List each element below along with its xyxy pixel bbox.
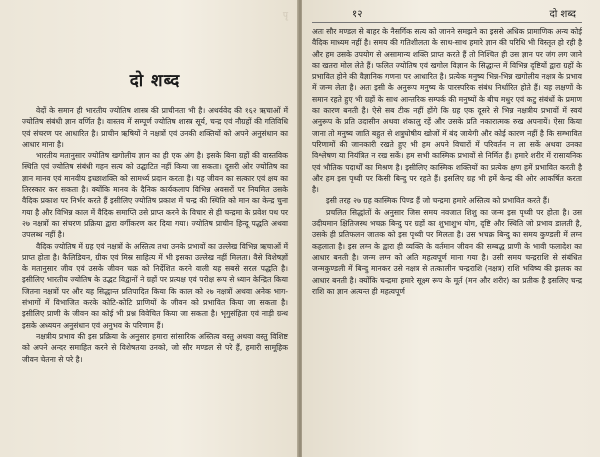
page-marker: पृ [282,11,288,21]
paragraph: वैदिक ज्योतिष में ग्रह एवं नक्षत्रों के अस्तित्व तथा उनके प्रभावों का उल्लेख विभिन्न ऋचाओं में प्राप्त होता है। कैलिडियन, ग्रीक एवं मिस्र साहित्य में भी इसका उल्लेख नहीं मिलता। वैसे विशेषज्ञों के मतानुसार जीव एवं उसके जीवन चक्र को निर्देशित करने वाली यह सबसे सरल पद्धति है। इसीलिए भारतीय ज्योतिष के उद्भट विद्वानों ने ग्रहों पर प्रत्यक्ष एवं परोक्ष रूप से ध्यान केन्द्रित किया जितना नक्षत्रों पर और यह सिद्धान्त प्रतिपादित किया कि काल को २७ नक्षत्रों अथवा अनेक भाग-संभागों में विभाजित करके कोटि-कोटि प्राणियों के जीवन को प्रभावित किया जा सकता है। इसीलिए प्राणी के जीवन का कोई भी प्रश्न विवेचित किया जा सकता है। भृगुसंहिता एवं नाड़ी ग्रन्थ इसके अध्ययन अनुसंधान एवं अनुभव के परिणाम हैं। [22,241,288,330]
section-heading: दो शब्द [129,71,181,91]
paragraph: नक्षत्रीय प्रभाव की इस प्रक्रिया के अनुसार हमारा सांसारिक अस्तित्व वस्तु अथवा वस्तु विशिष्ट को अपने अन्दर समाहित करने से विशेषतया उनको, जो सौर मण्डल से परे हैं, हमारी सामूहिक जीवन चेतना से परे है। [22,331,288,364]
paragraph: भारतीय मतानुसार ज्योतिष खगोलीय ज्ञान का ही एक अंग है। इसके बिना ग्रहों की वास्तविक स्थिति एवं ज्योतिष संबंधी गहन सत्य को उद्घाटित नहीं किया जा सकता। दूसरी ओर ज्योतिष का ज्ञान मानव एवं मानवीय इच्छाशक्ति को सामर्थ्य प्रदान करता है। यह जीवन का सत्कार एवं क्षय का तिरस्कार कर सकता है। क्योंकि मानव के दैनिक कार्यकलाप विभिन्न अवसरों पर नियमित उसके वैदिक प्रकाश पर निर्भर करते हैं इसीलिए ज्योतिष प्रकाश में चन्द्र की स्थिति को मान का केन्द्र चुना गया है और विभिन्न काल में वैदिक समाप्ति उसे प्राप्त करने के विचार से ही चन्द्रमा के प्रवेश पथ पर २७ नक्षत्रों का संचरण प्रक्रिया द्वारा वर्गीकरण कर दिया गया। ज्योतिष प्राचीन हिन्दू पद्धति अथवा उपलब्ध नहीं है। [22,151,288,240]
paragraph: इसी तरह २७ ग्रह कास्मिक पिण्ड हैं जो चन्द्रमा हमारे अस्तित्व को प्रभावित करते हैं। [326,196,550,206]
paragraph: अतः सौर मण्डल से बाहर के नैसर्गिक सत्य को जानने समझने का इससे अधिक प्रामाणिक अन्य कोई वैदिक माध्यम नहीं है। समय की गतिशीलता के साथ-साथ हमारे ज्ञान की परिधि भी विस्तृत हो रही है और हम उसके उपयोग से असामान्य शक्ति प्राप्त करते हैं तो निश्चित ही उस ज्ञान पर जंग लग जाने का खतरा मोल लेते हैं। फलित ज्योतिष एवं खगोल विज्ञान के सिद्धान्त में विभिन्न दृष्टियों द्वारा ग्रहों के प्रभावित होने की वैज्ञानिक गणना पर आधारित है। प्रत्येक मनुष्य भिन्न-भिन्न खगोलीय नक्षत्र के प्रभाव में जन्म लेता है। अतः इसी के अनुरूप मनुष्य के पारस्परिक संबंध निर्धारित होते हैं। यह लक्षणों के समान रहते हुए भी ग्रहों के साथ आन्तरिक सम्पर्क की मनुष्यों के बीच मधुर एवं कटु संबंधों के प्रमाण का कारण बनती है। ऐसे सब टीक नहीं होंगे कि ग्रह एक दूसरे से भिन्न नक्षत्रीय प्रभावों में स्वयं अनुरूप के प्रति उदासीन अथवा शंकालु रहें और उसके प्रति नकारात्मक रुख अपनायें। ऐसा किया जाना तो मनुष्य जाति बहुत से शत्रुघोषीय खोजों में बंद जायेगी और कोई कारण नहीं है कि सम्भावित परिणामों की जानकारी रखते हुए भी हम अपने विचारों में परिवर्तन न ला सकें अथवा उनका विश्लेषण या नियंत्रित न रख सकें। हम सभी कास्मिक प्रभावों से निर्मित हैं। हमारे शरीर में रासायनिक एवं भौतिक पदार्थों का मिश्रण है। इसीलिए कास्मिक शक्तियों का प्रत्येक क्षण हमें प्रभावित करती है और हम इस पृथ्वी पर किसी बिन्दु पर रहते हैं। इसलिए ग्रह भी हमें केन्द्र की ओर आकर्षित करता है। [312,27,582,195]
running-header [312,6,582,23]
page-number: १२ [352,9,363,20]
paragraph: प्रचलित सिद्धांतों के अनुसार जिस समय नवजात शिशु का जन्म इस पृथ्वी पर होता है। उस उदीयमान क्षितिजस्थ भचक्र बिन्दु पर ग्रहों का शुभाशुभ योग, दृष्टि और स्थिति जो प्रभाव डालती है, उसके ही प्रतिफलन जातक को इस पृथ्वी पर मिलता है। उस भचक्र बिन्दु का समय कुण्डली में लग्न कहलाता है। इस लग्न के द्वारा ही व्यक्ति के वर्तमान जीवन की सम्बद्ध प्राणी के भावी फलादेश का आधार बनती है। जन्म लग्न को अति महत्वपूर्ण माना गया है। उसी समय चन्द्रराशि से संबंधित जन्मकुण्डली में बिन्दु मानकर उसे नक्षत्र से तत्कालीन चन्द्रराशि (नक्षत्र) राशि भविष्य की झलक का आधार बनती है। क्योंकि चन्द्रमा हमारे सूक्ष्म रूप के मूर्त (मन और शरीर) का प्रतीक है इसलिए चन्द्र राशि का ज्ञान अत्यन्त ही महत्वपूर्ण [312,207,582,296]
right-page [302,0,600,457]
left-page [0,0,298,457]
paragraph: वेदों के समान ही भारतीय ज्योतिष शास्त्र की प्राचीनता भी है। अथर्ववेद की १६२ ऋचाओं में ज्योतिष संबंधी ज्ञान वर्णित है। वास्तव में सम्पूर्ण ज्योतिष शास्त्र सूर्य, चन्द्र एवं नौग्रहों की गतिविधि एवं संचरण पर आधारित है। प्राचीन ऋषियों ने नक्षत्रों एवं उनकी शक्तियों को अपने अनुसंधान का आधार माना है। [22,106,288,149]
running-title: दो शब्द [549,9,576,20]
